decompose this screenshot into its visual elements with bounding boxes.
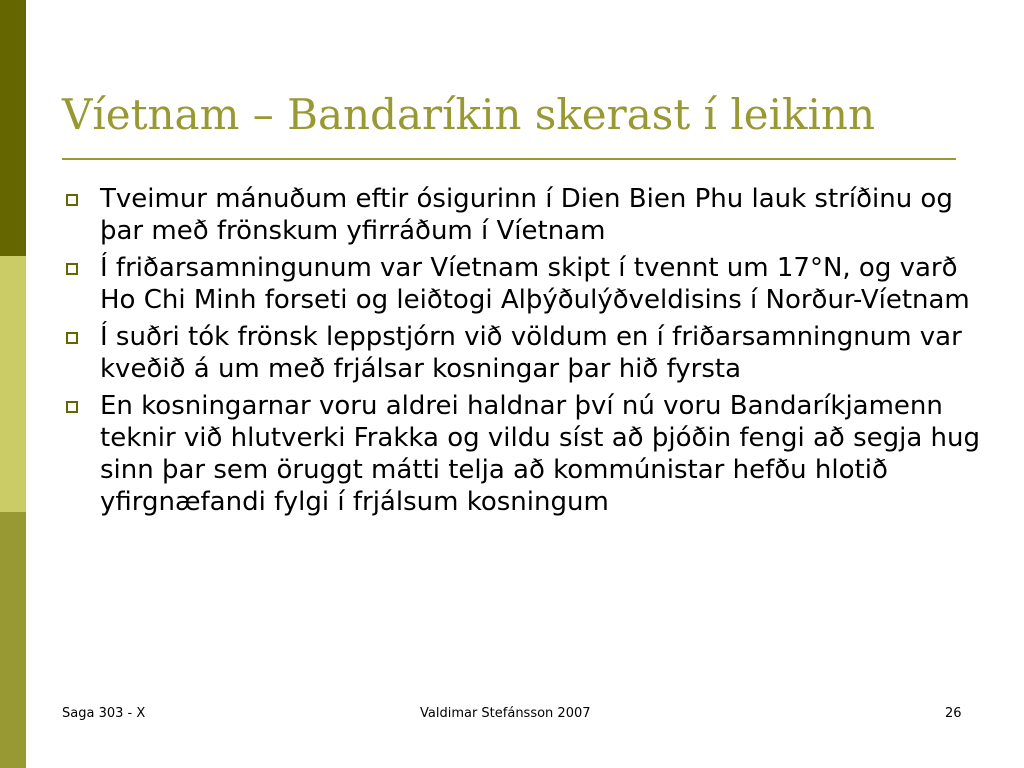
decorative-stripe-top — [0, 0, 26, 256]
bullet-list — [100, 183, 980, 523]
hollow-square-icon — [66, 194, 78, 206]
hollow-square-icon — [66, 401, 78, 413]
footer-page-number: 26 — [945, 706, 962, 721]
bullet-text: Í friðarsamningunum var Víetnam skipt í tvennt um 17°N, og varð Ho Chi Minh forseti og leiðtogi Alþýðulýðveldisins í Norður-Víetnam — [100, 253, 970, 315]
title-divider — [62, 158, 956, 160]
bullet-item — [100, 390, 980, 518]
decorative-stripe-middle — [0, 256, 26, 512]
bullet-text: Tveimur mánuðum eftir ósigurinn í Dien Bien Phu lauk stríðinu og þar með frönskum yfirráðum í Víetnam — [100, 184, 953, 246]
hollow-square-icon — [66, 332, 78, 344]
hollow-square-icon — [66, 263, 78, 275]
footer-author: Valdimar Stefánsson 2007 — [420, 706, 591, 721]
decorative-stripe-bottom — [0, 512, 26, 768]
bullet-text: Í suðri tók frönsk leppstjórn við völdum en í friðarsamningnum var kveðið á um með frjálsar kosningar þar hið fyrsta — [100, 322, 962, 384]
bullet-text: En kosningarnar voru aldrei haldnar því nú voru Bandaríkjamenn teknir við hlutverki Frakka og vildu síst að þjóðin fengi að segja hug sinn þar sem öruggt mátti telja að kommúnistar hefðu hlotið yfirgnæfandi fylgi í frjálsum kosningum — [100, 391, 981, 517]
bullet-item — [100, 183, 980, 247]
bullet-item — [100, 321, 980, 385]
bullet-item — [100, 252, 980, 316]
footer-course: Saga 303 - X — [62, 706, 146, 721]
slide-title: Víetnam – Bandaríkin skerast í leikinn — [62, 90, 876, 139]
